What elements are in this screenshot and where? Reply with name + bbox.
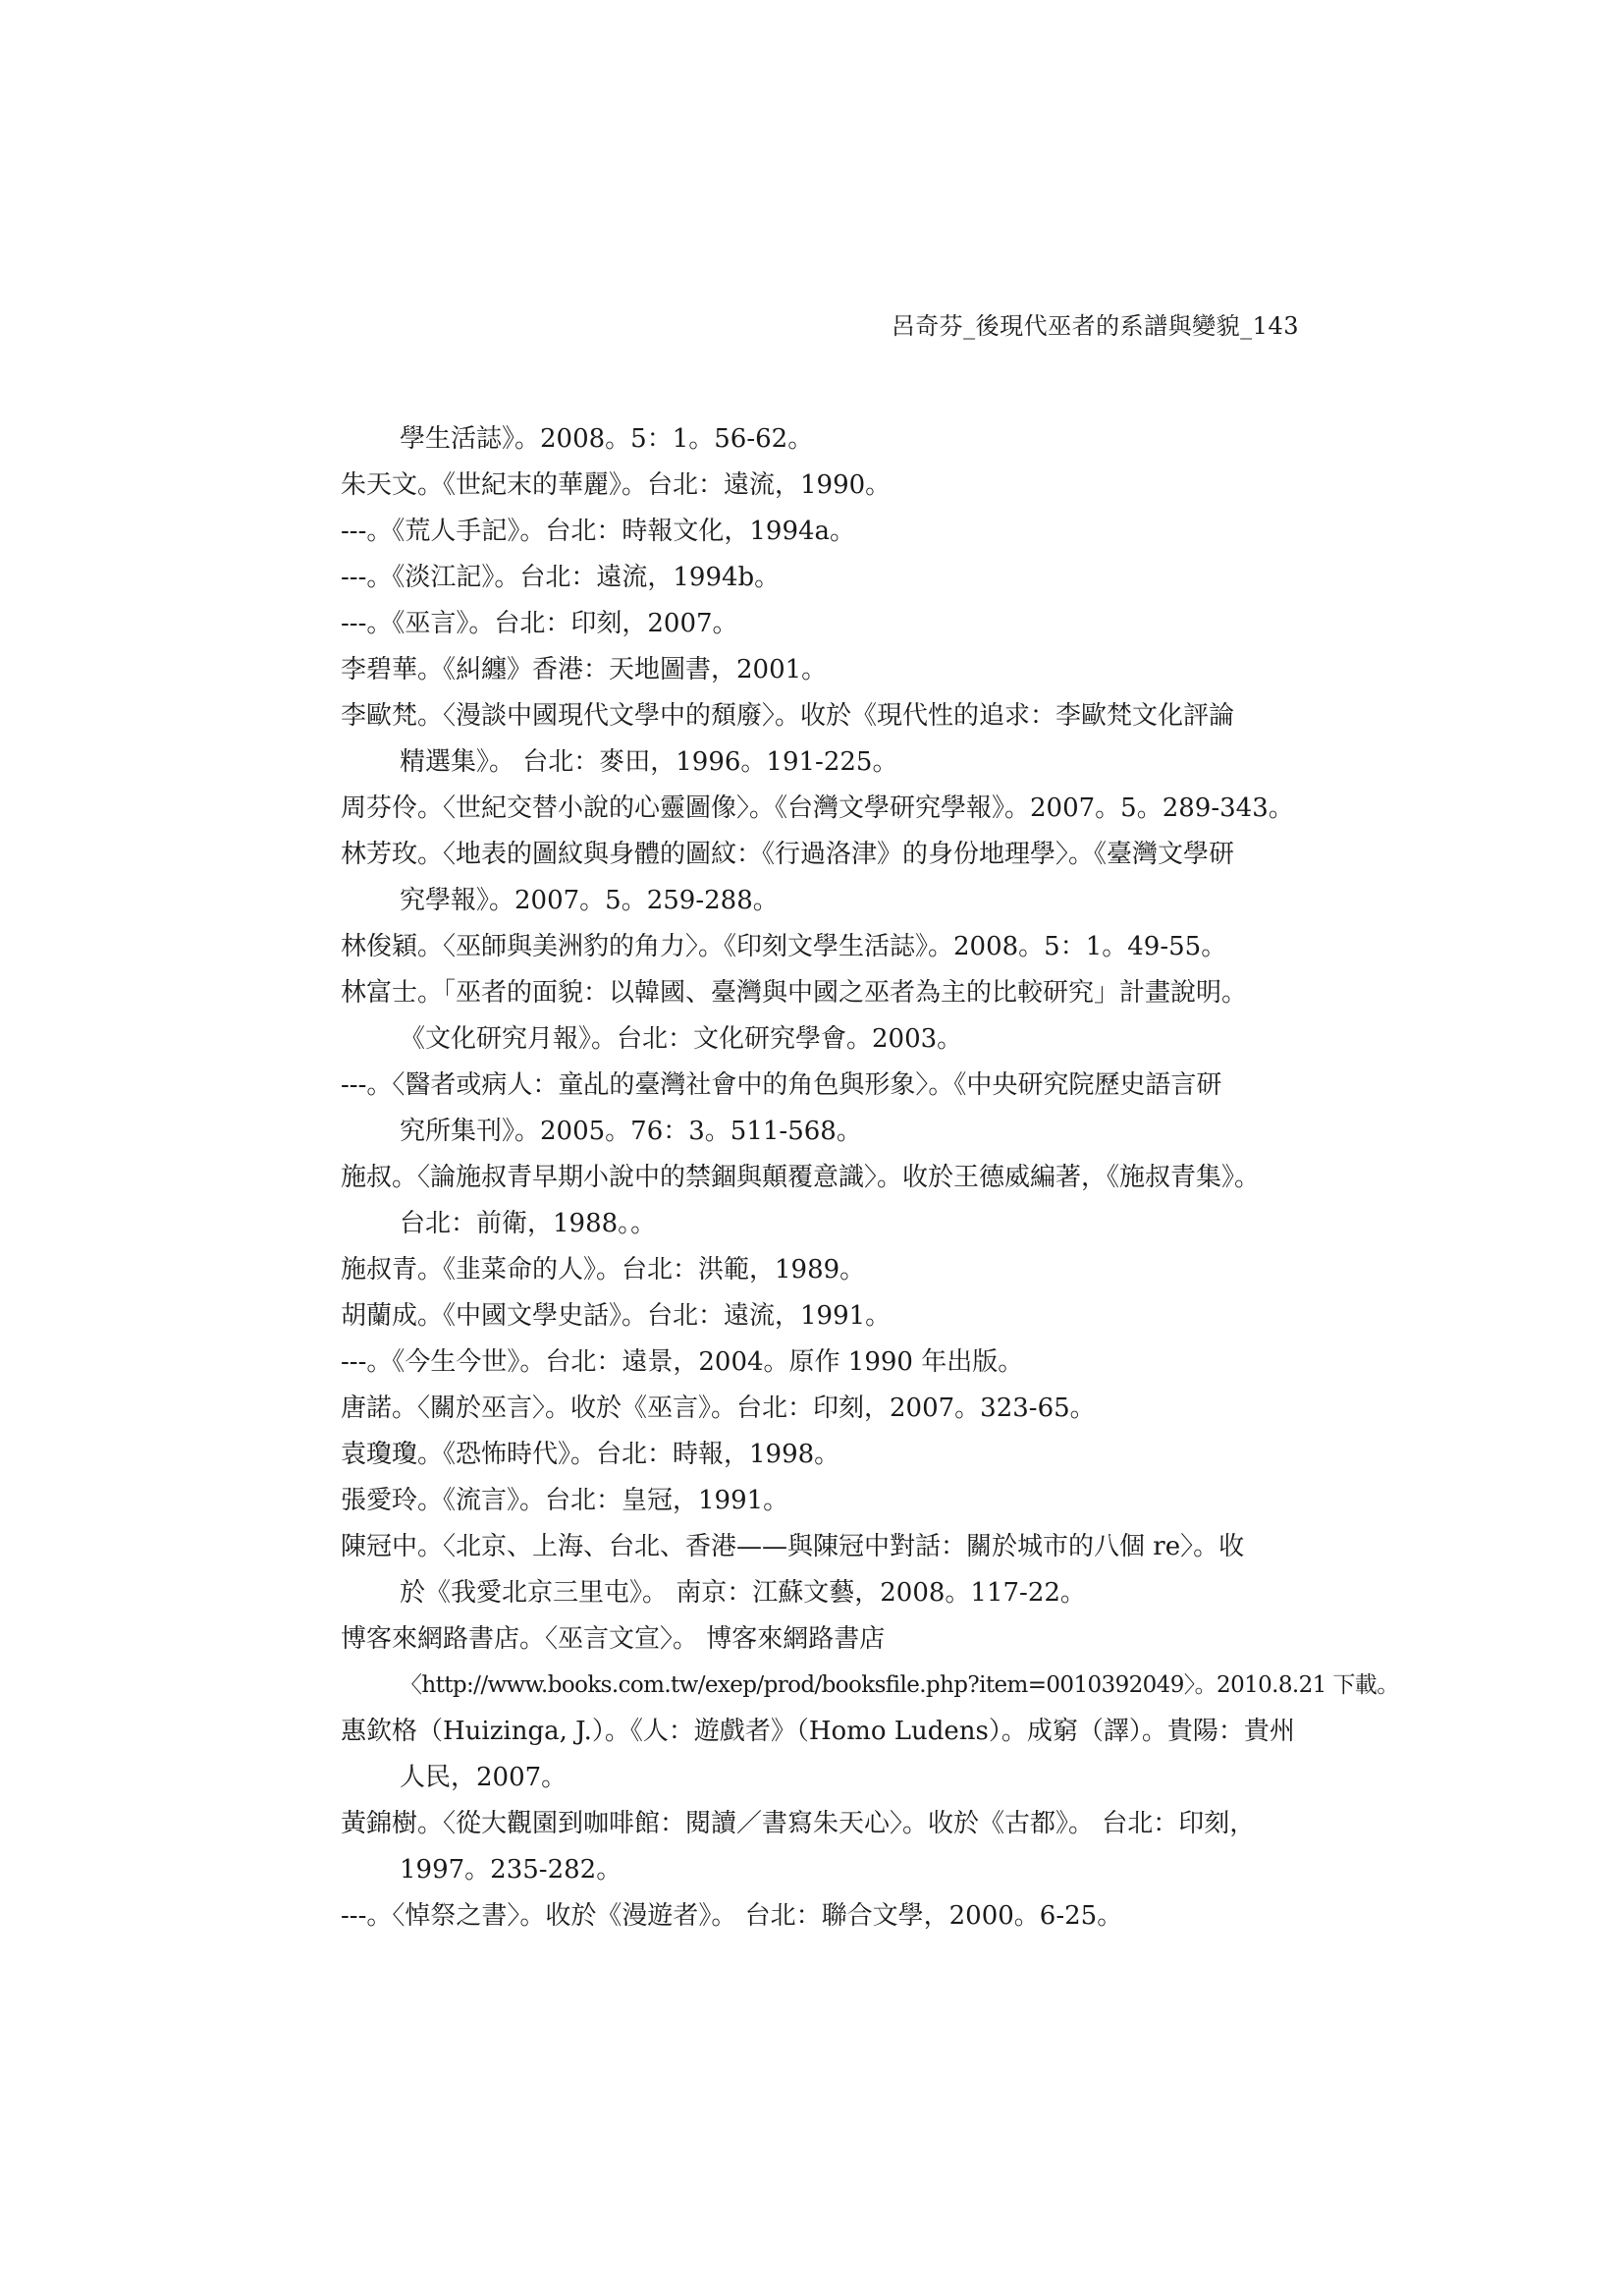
reference-entry-line: 林富士。「巫者的面貌：以韓國、臺灣與中國之巫者為主的比較研究」計畫說明。 xyxy=(341,978,1248,1008)
reference-entry-line: 博客來網路書店。〈巫言文宣〉。 博客來網路書店 xyxy=(341,1624,886,1654)
reference-entry-line: ---。《荒人手記》。台北：時報文化，1994a。 xyxy=(341,517,856,546)
reference-entry-line: 周芬伶。〈世紀交替小說的心靈圖像〉。《台灣文學研究學報》。2007。5。289-343。 xyxy=(341,793,1294,823)
reference-entry-line: 張愛玲。《流言》。台北：皇冠，1991。 xyxy=(341,1486,789,1515)
reference-continuation-line: 〈http://www.books.com.tw/exep/prod/booksfile.php?item=0010392049〉。2010.8.21 下載。 xyxy=(400,1672,1399,1698)
reference-entry-line: 施叔。〈論施叔青早期小說中的禁錮與顛覆意識〉。收於王德威編著，《施叔青集》。 xyxy=(341,1163,1261,1192)
reference-entry-line: 胡蘭成。《中國文學史話》。台北：遠流，1991。 xyxy=(341,1301,892,1331)
reference-list xyxy=(341,416,1399,1940)
reference-entry-line: ---。〈悼祭之書〉。收於《漫遊者》。 台北：聯合文學，2000。6-25。 xyxy=(341,1901,1123,1931)
reference-entry-line: 陳冠中。〈北京、上海、台北、香港——與陳冠中對話：關於城市的八個 re〉。收 xyxy=(341,1532,1245,1561)
reference-continuation-line: 台北：前衛，1988。。 xyxy=(400,1209,657,1238)
reference-entry-line: 黃錦樹。〈從大觀園到咖啡館：閱讀／書寫朱天心〉。收於《古都》。 台北：印刻， xyxy=(341,1809,1256,1838)
reference-entry-line: 林俊穎。〈巫師與美洲豹的角力〉。《印刻文學生活誌》。2008。5：1。49-55。 xyxy=(341,932,1227,961)
reference-continuation-line: 於《我愛北京三里屯》。 南京：江蘇文藝，2008。117-22。 xyxy=(400,1578,1086,1608)
reference-continuation-line: 究學報》。2007。5。259-288。 xyxy=(400,886,779,915)
reference-continuation-line: 《文化研究月報》。台北：文化研究學會。2003。 xyxy=(400,1024,963,1054)
reference-entry-line: 施叔青。《韭菜命的人》。台北：洪範，1989。 xyxy=(341,1255,866,1285)
reference-entry-line: 袁瓊瓊。《恐怖時代》。台北：時報，1998。 xyxy=(341,1440,840,1469)
reference-continuation-line: 學生活誌》。2008。5：1。56-62。 xyxy=(400,424,814,454)
reference-continuation-line: 究所集刊》。2005。76：3。511-568。 xyxy=(400,1117,862,1146)
reference-continuation-line: 1997。235-282。 xyxy=(400,1855,622,1885)
reference-entry-line: 林芳玫。〈地表的圖紋與身體的圖紋：《行過洛津》的身份地理學〉。《臺灣文學研 xyxy=(341,840,1235,869)
reference-continuation-line: 精選集》。 台北：麥田，1996。191-225。 xyxy=(400,747,898,777)
reference-entry-line: 朱天文。《世紀末的華麗》。台北：遠流，1990。 xyxy=(341,470,892,500)
reference-continuation-line: 人民，2007。 xyxy=(400,1763,568,1792)
reference-entry-line: 惠欽格（Huizinga, J.）。《人：遊戲者》（Homo Ludens）。成窮（譯）。貴陽：貴州 xyxy=(341,1717,1295,1746)
reference-entry-line: 李歐梵。〈漫談中國現代文學中的頹廢〉。收於《現代性的追求：李歐梵文化評論 xyxy=(341,701,1235,731)
reference-entry-line: ---。《巫言》。台北：印刻，2007。 xyxy=(341,609,738,638)
reference-entry-line: ---。《淡江記》。台北：遠流，1994b。 xyxy=(341,563,781,592)
reference-entry-line: 李碧華。《糾纏》香港：天地圖書，2001。 xyxy=(341,655,828,684)
reference-entry-line: ---。〈醫者或病人：童乩的臺灣社會中的角色與形象〉。《中央研究院歷史語言研 xyxy=(341,1070,1222,1100)
reference-entry-line: 唐諾。〈關於巫言〉。收於《巫言》。台北：印刻，2007。323-65。 xyxy=(341,1394,1096,1423)
reference-entry-line: ---。《今生今世》。台北：遠景，2004。原作 1990 年出版。 xyxy=(341,1347,1024,1377)
running-header: 呂奇芬_後現代巫者的系譜與變貌_143 xyxy=(891,312,1299,340)
